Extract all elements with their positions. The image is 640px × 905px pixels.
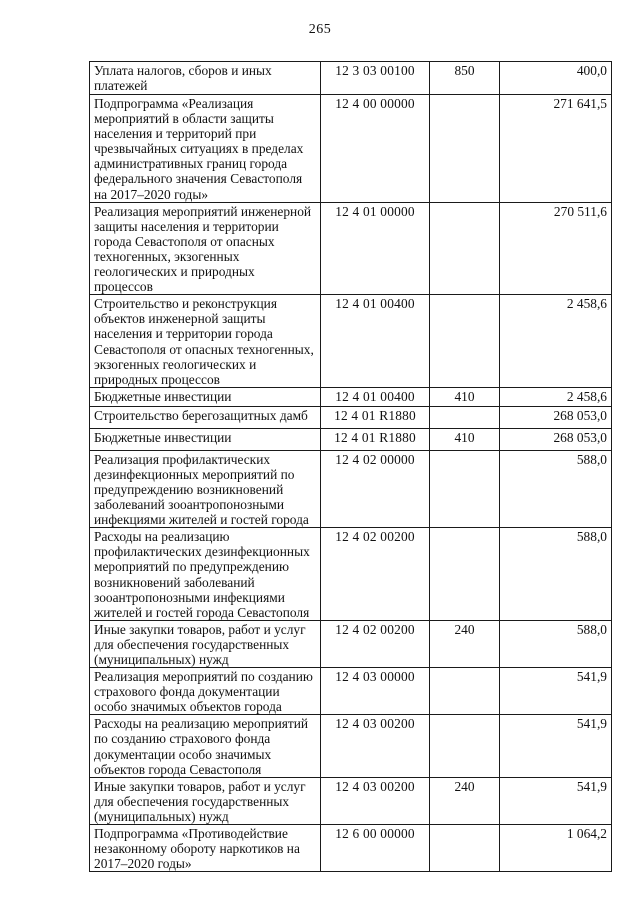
row-name-cell: Реализация профилактических дезинфекционных мероприятий по предупреждению возникновений заболеваний зооантропонозными инфекциями жителей и гостей города [90,450,321,527]
row-name-cell: Иные закупки товаров, работ и услуг для обеспечения государственных (муниципальных) нужд [90,620,321,667]
table-row [90,202,612,295]
row-code-cell: 12 4 02 00200 [321,528,430,621]
row-amount-cell: 588,0 [500,528,612,621]
row-type-cell [430,202,500,295]
row-code-cell: 12 6 00 00000 [321,825,430,872]
row-name-cell: Реализация мероприятий инженерной защиты населения и территории города Севастополя от опасных техногенных, экзогенных геологических и природных процессов [90,202,321,295]
row-amount-cell: 541,9 [500,715,612,777]
row-code-cell: 12 4 01 00400 [321,295,430,388]
row-amount-cell: 588,0 [500,450,612,527]
table-row [90,825,612,872]
row-code-cell: 12 4 03 00200 [321,777,430,824]
table-row [90,95,612,203]
row-amount-cell: 541,9 [500,668,612,715]
row-type-cell [430,668,500,715]
row-type-cell [430,450,500,527]
row-name-cell: Строительство и реконструкция объектов инженерной защиты населения и территории города Севастополя от опасных техногенных, экзогенных геологических и природных процессов [90,295,321,388]
row-type-cell: 240 [430,620,500,667]
row-code-cell: 12 4 01 00400 [321,387,430,406]
table-row [90,777,612,824]
row-name-cell: Подпрограмма «Реализация мероприятий в области защиты населения и территорий при чрезвычайных ситуациях в пределах административных границ города федерального значения Севастополя на 2017–2020 годы» [90,95,321,203]
row-name-cell: Подпрограмма «Противодействие незаконному обороту наркотиков на 2017–2020 годы» [90,825,321,872]
row-name-cell: Бюджетные инвестиции [90,387,321,406]
row-type-cell [430,528,500,621]
row-name-cell: Строительство берегозащитных дамб [90,406,321,428]
table-row [90,668,612,715]
row-amount-cell: 271 641,5 [500,95,612,203]
row-type-cell [430,715,500,777]
table-row [90,620,612,667]
row-type-cell [430,295,500,388]
table-row [90,450,612,527]
row-name-cell: Реализация мероприятий по созданию страхового фонда документации особо значимых объектов города [90,668,321,715]
table-row [90,62,612,95]
row-code-cell: 12 4 02 00000 [321,450,430,527]
row-amount-cell: 1 064,2 [500,825,612,872]
row-code-cell: 12 3 03 00100 [321,62,430,95]
table-row [90,295,612,388]
row-amount-cell: 541,9 [500,777,612,824]
row-type-cell [430,406,500,428]
row-name-cell: Уплата налогов, сборов и иных платежей [90,62,321,95]
table-row [90,406,612,428]
row-amount-cell: 2 458,6 [500,295,612,388]
row-amount-cell: 400,0 [500,62,612,95]
row-type-cell [430,825,500,872]
row-type-cell: 850 [430,62,500,95]
row-amount-cell: 588,0 [500,620,612,667]
row-code-cell: 12 4 03 00200 [321,715,430,777]
row-code-cell: 12 4 01 00000 [321,202,430,295]
row-code-cell: 12 4 00 00000 [321,95,430,203]
row-amount-cell: 2 458,6 [500,387,612,406]
table-row [90,428,612,450]
row-name-cell: Расходы на реализацию мероприятий по созданию страхового фонда документации особо значимых объектов города Севастополя [90,715,321,777]
row-amount-cell: 268 053,0 [500,406,612,428]
row-type-cell: 240 [430,777,500,824]
row-name-cell: Иные закупки товаров, работ и услуг для обеспечения государственных (муниципальных) нужд [90,777,321,824]
row-code-cell: 12 4 01 R1880 [321,428,430,450]
row-type-cell: 410 [430,428,500,450]
table-row [90,528,612,621]
page-number: 265 [308,22,332,37]
row-code-cell: 12 4 03 00000 [321,668,430,715]
row-name-cell: Бюджетные инвестиции [90,428,321,450]
budget-expenditure-table [89,61,612,872]
table-row [90,715,612,777]
row-code-cell: 12 4 01 R1880 [321,406,430,428]
row-amount-cell: 270 511,6 [500,202,612,295]
table-row [90,387,612,406]
row-type-cell [430,95,500,203]
row-type-cell: 410 [430,387,500,406]
row-name-cell: Расходы на реализацию профилактических дезинфекционных мероприятий по предупреждению возникновений заболеваний зооантропонозными инфекциями жителей и гостей города Севастополя [90,528,321,621]
row-amount-cell: 268 053,0 [500,428,612,450]
row-code-cell: 12 4 02 00200 [321,620,430,667]
